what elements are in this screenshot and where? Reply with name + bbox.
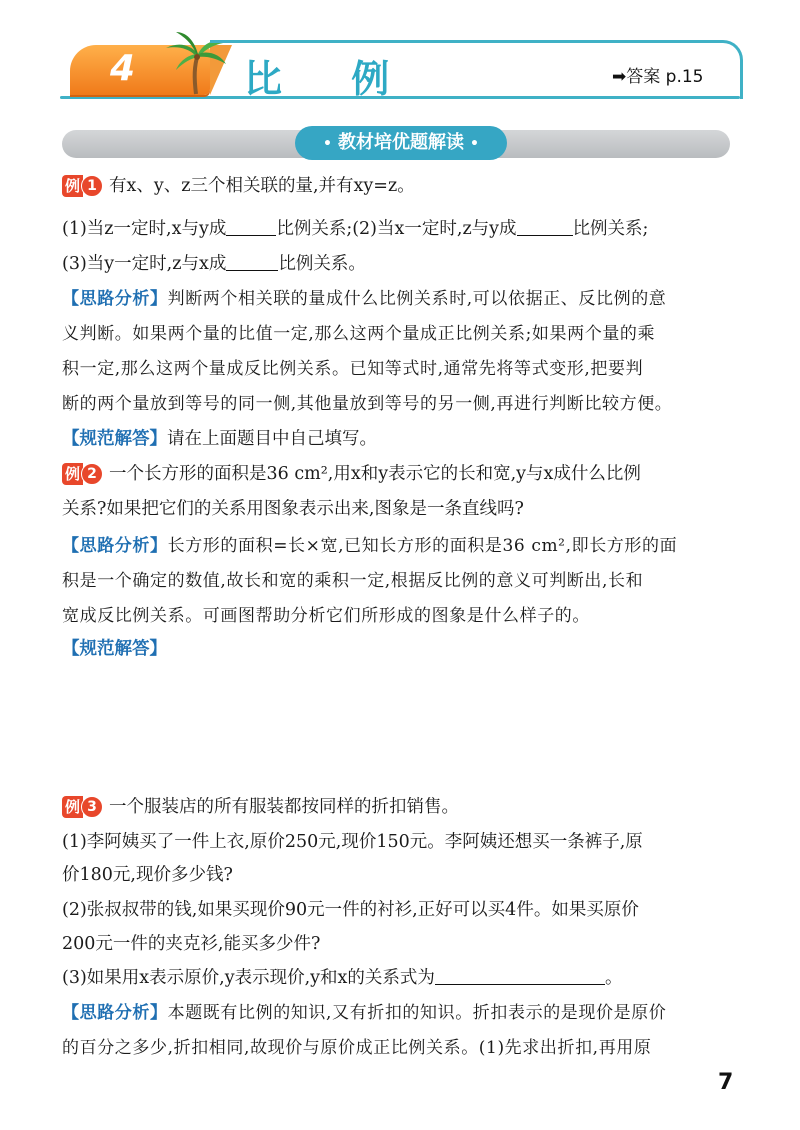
part-text: 比例关系;(2)当x一定时,z与y成 [276, 219, 517, 239]
part-text: 比例关系; [572, 219, 649, 239]
question-text: 有x、y、z三个相关联的量,并有xy=z。 [109, 176, 415, 196]
part-text: 。 [604, 968, 623, 988]
bullet-dot: • [323, 136, 332, 152]
part-text: (1)当z一定时,x与y成 [62, 219, 227, 239]
example-1-analysis-line: 积一定,那么这两个量成反比例关系。已知等式时,通常先将等式变形,把要判 [62, 359, 644, 379]
example-3-part-line: (1)李阿姨买了一件上衣,原价250元,现价150元。李阿姨还想买一条裤子,原 [62, 832, 643, 852]
part-text: (3)当y一定时,z与x成 [62, 254, 227, 274]
example-2-analysis-line: 宽成反比例关系。可画图帮助分析它们所形成的图象是什么样子的。 [62, 606, 590, 626]
analysis-text: 长方形的面积=长×宽,已知长方形的面积是36 cm²,即长方形的面 [167, 536, 678, 556]
example-3-analysis-line: 的百分之多少,折扣相同,故现价与原价成正比例关系。(1)先求出折扣,再用原 [62, 1038, 652, 1058]
example-tag: 例 [62, 175, 83, 197]
example-1-parts-line-2 [62, 252, 366, 276]
analysis-text: 本题既有比例的知识,又有折扣的知识。折扣表示的是现价是原价 [167, 1003, 667, 1023]
example-3-part-3 [62, 966, 622, 990]
example-2-analysis-line [62, 534, 677, 558]
analysis-label: 【思路分析】 [62, 289, 168, 309]
solution-text: 请在上面题目中自己填写。 [167, 429, 377, 449]
analysis-text: 判断两个相关联的量成什么比例关系时,可以依据正、反比例的意 [167, 289, 667, 309]
example-2-solution [62, 637, 167, 661]
example-tag: 例 [62, 796, 83, 818]
example-2-question [62, 462, 641, 486]
example-number: 1 [81, 175, 103, 197]
example-3-part-line: 200元一件的夹克衫,能买多少件? [62, 934, 321, 954]
answer-reference: ➡答案 p.15 [612, 67, 704, 87]
answer-blank[interactable] [435, 966, 605, 985]
solution-label: 【规范解答】 [62, 639, 167, 659]
example-3-part-line: (2)张叔叔带的钱,如果买现价90元一件的衬衫,正好可以买4件。如果买原价 [62, 900, 639, 920]
example-1-analysis-line [62, 287, 666, 311]
example-2-question-line: 关系?如果把它们的关系用图象表示出来,图象是一条直线吗? [62, 499, 524, 519]
part-text: 比例关系。 [278, 254, 366, 274]
part-text: (3)如果用x表示原价,y表示现价,y和x的关系式为 [62, 968, 435, 988]
page-number: 7 [718, 1070, 734, 1095]
analysis-label: 【思路分析】 [62, 536, 168, 556]
example-tag: 例 [62, 463, 83, 485]
example-number: 2 [81, 463, 103, 485]
answer-blank[interactable] [226, 217, 276, 236]
example-2-analysis-line: 积是一个确定的数值,故长和宽的乘积一定,根据反比例的意义可判断出,长和 [62, 571, 644, 591]
example-number: 3 [81, 796, 103, 818]
example-1-analysis-line: 义判断。如果两个量的比值一定,那么这两个量成正比例关系;如果两个量的乘 [62, 324, 656, 344]
section-banner [295, 126, 507, 160]
answer-blank[interactable] [517, 217, 573, 236]
analysis-label: 【思路分析】 [62, 1003, 168, 1023]
example-1-parts-line-1 [62, 217, 648, 241]
example-1-analysis-line: 断的两个量放到等号的同一侧,其他量放到等号的另一侧,再进行判断比较方便。 [62, 394, 673, 414]
example-1-question [62, 174, 415, 198]
bullet-dot: • [470, 136, 479, 152]
answer-blank[interactable] [226, 252, 278, 271]
question-text: 一个服装店的所有服装都按同样的折扣销售。 [109, 797, 460, 817]
lesson-title: 比 例 [244, 57, 418, 101]
section-title: 教材培优题解读 [338, 132, 464, 153]
question-text: 一个长方形的面积是36 cm²,用x和y表示它的长和宽,y与x成什么比例 [109, 464, 641, 484]
solution-label: 【规范解答】 [62, 429, 167, 449]
example-3-analysis-line [62, 1001, 666, 1025]
example-1-solution [62, 427, 377, 451]
example-3-question [62, 795, 459, 819]
lesson-number: 4 [110, 48, 136, 89]
example-3-part-line: 价180元,现价多少钱? [62, 865, 233, 885]
